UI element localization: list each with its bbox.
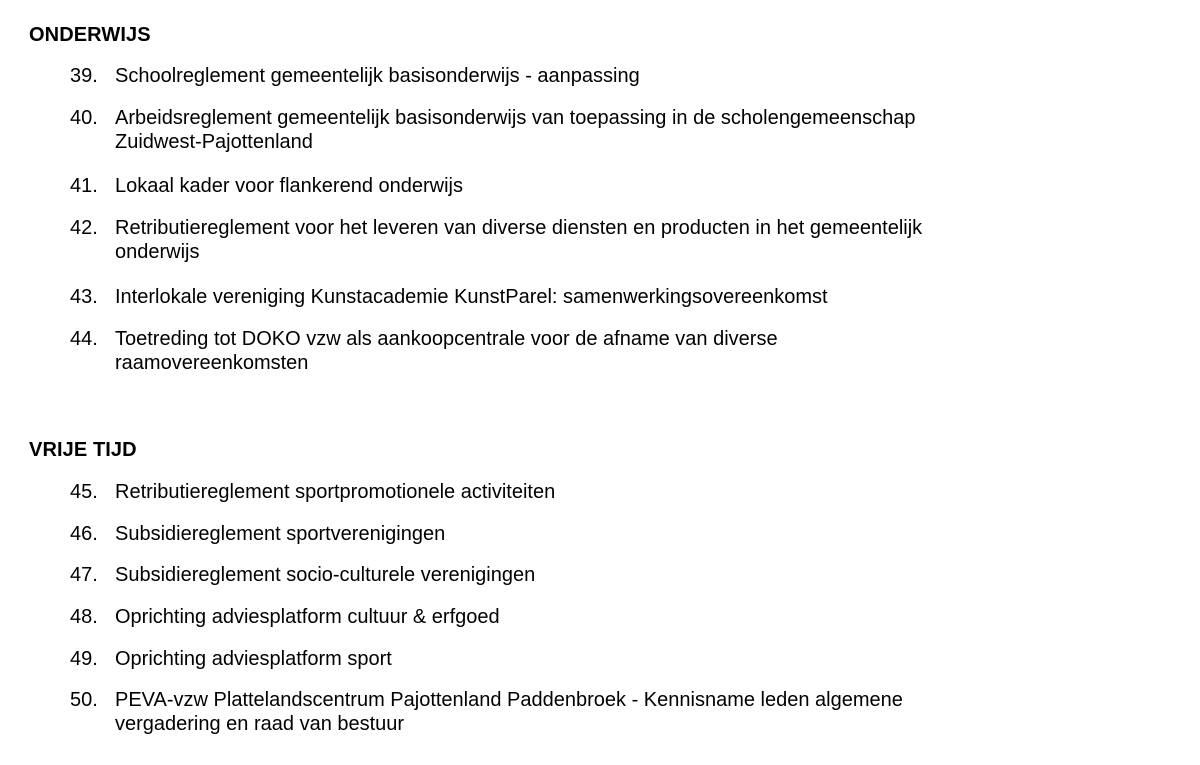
item-text: Retributiereglement sportpromotionele activiteiten [115, 481, 556, 503]
item-text: Interlokale vereniging Kunstacademie KunstParel: samenwerkingsovereenkomst [115, 286, 828, 308]
item-text: Subsidiereglement sportverenigingen [115, 523, 446, 545]
item-number: 49. [70, 648, 98, 670]
item-text: Lokaal kader voor flankerend onderwijs [115, 175, 463, 197]
item-text: Schoolreglement gemeentelijk basisonderwijs - aanpassing [115, 65, 640, 87]
item-number: 44. [70, 328, 98, 350]
item-number: 41. [70, 175, 98, 197]
item-number: 47. [70, 564, 98, 586]
item-text: Oprichting adviesplatform cultuur & erfgoed [115, 606, 500, 628]
item-number: 39. [70, 65, 98, 87]
item-text: Arbeidsreglement gemeentelijk basisonderwijs van toepassing in de scholengemeenschap Zuidwest-Pajottenland [115, 107, 916, 153]
item-text: Subsidiereglement socio-culturele verenigingen [115, 564, 536, 586]
item-number: 48. [70, 606, 98, 628]
item-text: Oprichting adviesplatform sport [115, 648, 392, 670]
section-heading: VRIJE TIJD [29, 439, 137, 461]
item-text: PEVA-vzw Plattelandscentrum Pajottenland Paddenbroek - Kennisname leden algemene vergadering en raad van bestuur [115, 689, 903, 735]
item-number: 40. [70, 107, 98, 129]
section-heading: ONDERWIJS [29, 24, 151, 46]
item-number: 50. [70, 689, 98, 711]
item-text: Retributiereglement voor het leveren van diverse diensten en producten in het gemeentelijk onderwijs [115, 217, 923, 263]
item-number: 45. [70, 481, 98, 503]
item-text: Toetreding tot DOKO vzw als aankoopcentrale voor de afname van diverse raamovereenkomsten [115, 328, 778, 374]
item-number: 46. [70, 523, 98, 545]
item-number: 42. [70, 217, 98, 239]
item-number: 43. [70, 286, 98, 308]
